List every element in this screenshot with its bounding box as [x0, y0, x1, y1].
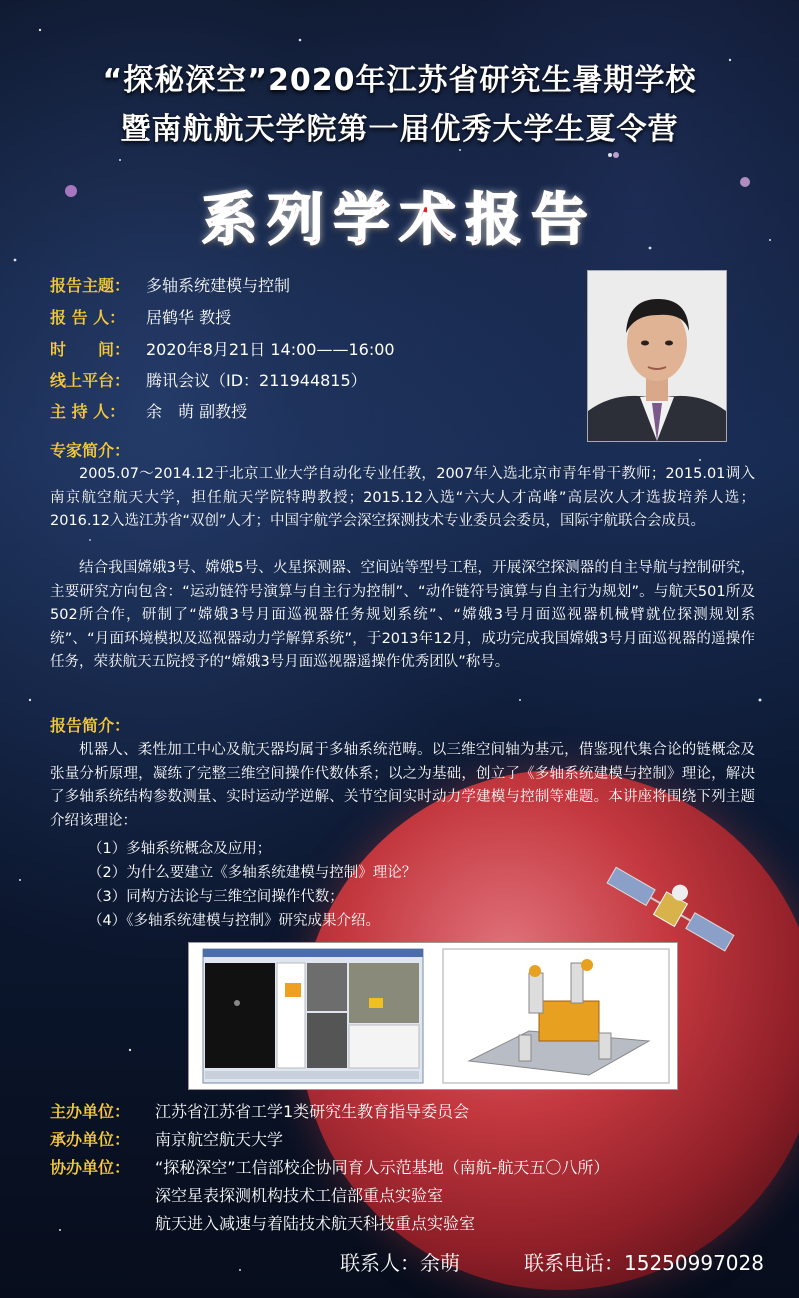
- main-title: 系列学术报告: [201, 188, 598, 253]
- report-paragraph: 机器人、柔性加工中心及航天器均属于多轴系统范畴。以三维空间轴为基元，借鉴现代集合论的链概念及张量分析原理，凝练了完整三维空间操作代数体系；以之为基础，创立了《多轴系统建模与控制》理论，解决了多轴系统结构参数测量、实时运动学逆解、关节空间实时动力学建模与控制等难题。本讲座将围绕下列主题介绍该理论：: [50, 742, 755, 829]
- info-platform-value: 腾讯会议（ID：211944815）: [146, 371, 367, 390]
- org-host-value: 江苏省江苏省工学1类研究生教育指导委员会: [155, 1102, 470, 1121]
- org-co-label: 协办单位：: [50, 1158, 131, 1177]
- expert-heading: 专家简介：: [50, 441, 131, 460]
- info-time-value: 2020年8月21日 14:00——16:00: [146, 340, 395, 359]
- speaker-portrait-icon: [588, 271, 726, 441]
- info-host-value: 余 萌 副教授: [146, 402, 248, 421]
- org-host-label: 主办单位：: [50, 1102, 131, 1121]
- info-time: [50, 337, 395, 363]
- info-host: [50, 399, 247, 425]
- illustration-panel: [188, 942, 678, 1090]
- org-organizer-row: [50, 1127, 283, 1150]
- info-platform-label: 线上平台：: [50, 371, 131, 390]
- contact-person: 联系人：余萌: [340, 1251, 460, 1275]
- info-topic-value: 多轴系统建模与控制: [146, 276, 291, 295]
- info-host-label: 主 持 人：: [50, 402, 126, 421]
- info-speaker: [50, 305, 231, 331]
- topic-item-1: （1）多轴系统概念及应用；: [88, 841, 272, 857]
- info-speaker-value: 居鹤华 教授: [146, 308, 232, 327]
- report-heading: 报告简介：: [50, 716, 131, 735]
- contact-phone: 联系电话：15250997028: [524, 1251, 764, 1275]
- header-line-2: 暨南航航天学院第一届优秀大学生夏令营: [120, 112, 679, 147]
- illustration-images: [189, 943, 677, 1089]
- org-host-row: [50, 1099, 469, 1122]
- speaker-photo: [587, 270, 727, 442]
- org-co-value-1: “探秘深空”工信部校企协同育人示范基地（南航-航天五〇八所）: [155, 1158, 610, 1177]
- expert-paragraph-2: 结合我国嫦娥3号、嫦娥5号、火星探测器、空间站等型号工程，开展深空探测器的自主导航与控制研究，主要研究方向包含：“运动链符号演算与自主行为控制”、“动作链符号演算与自主行为规划”。与航天501所及502所合作，研制了“嫦娥3号月面巡视器任务规划系统”、“嫦娥3号月面巡视器机械臂就位探测规划系统”、“月面环境模拟及巡视器动力学解算系统”，于2013年12月，成功完成我国嫦娥3号月面巡视器的遥操作任务，荣获航天五院授予的“嫦娥3号月面巡视器遥操作优秀团队”称号。: [50, 560, 755, 670]
- org-co-row: [50, 1155, 609, 1178]
- org-organizer-label: 承办单位：: [50, 1130, 131, 1149]
- info-platform: [50, 368, 367, 394]
- rover-render-image: [443, 949, 669, 1083]
- org-organizer-value: 南京航空航天大学: [155, 1130, 284, 1149]
- expert-paragraph-1: 2005.07～2014.12于北京工业大学自动化专业任教，2007年入选北京市青年骨干教师；2015.01调入南京航空航天大学，担任航天学院特聘教授；2015.12入选“六大人才高峰”高层次人才选拔培养人选；2016.12入选江苏省“双创”人才；中国宇航学会深空探测技术专业委员会委员，国际宇航联合会成员。: [50, 466, 755, 529]
- org-co-value-2: 深空星表探测机构技术工信部重点实验室: [155, 1186, 444, 1205]
- topic-item-2: （2）为什么要建立《多轴系统建模与控制》理论？: [88, 865, 417, 881]
- info-speaker-label: 报 告 人：: [50, 308, 126, 327]
- info-topic-label: 报告主题：: [50, 276, 131, 295]
- header-line-1: “探秘深空”2020年江苏省研究生暑期学校: [102, 63, 697, 98]
- topic-item-3: （3）同构方法论与三维空间操作代数；: [88, 889, 344, 905]
- org-co-value-3: 航天进入减速与着陆技术航天科技重点实验室: [155, 1214, 476, 1233]
- topic-item-4: （4）《多轴系统建模与控制》研究成果介绍。: [88, 913, 380, 929]
- info-time-label: 时 间：: [50, 340, 131, 359]
- software-screenshot-image: [203, 949, 423, 1083]
- info-topic: [50, 273, 290, 299]
